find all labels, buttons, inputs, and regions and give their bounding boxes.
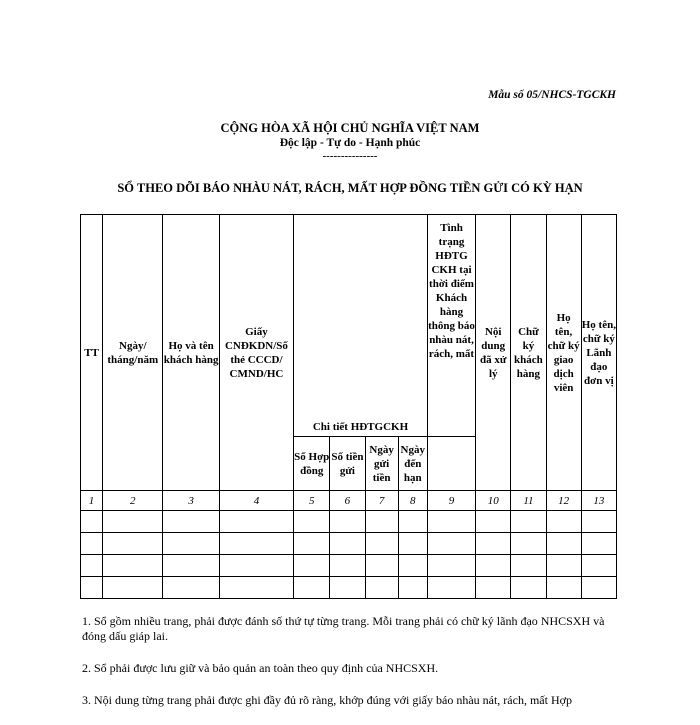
note-item: 1. Sổ gồm nhiều trang, phải được đánh số thứ tự từng trang. Mỗi trang phải có chữ ký lãnh đạo NHCSXH và đóng dấu giáp lai. <box>82 614 605 643</box>
column-number: 13 <box>581 491 616 511</box>
column-number: 1 <box>81 491 103 511</box>
header-deposit-amount: Số tiền gửi <box>330 437 365 491</box>
column-number: 11 <box>511 491 546 511</box>
form-code: Mẫu số 05/NHCS-TGCKH <box>488 89 616 101</box>
column-number: 3 <box>163 491 219 511</box>
column-number-row <box>81 491 617 511</box>
header-contract-detail-group: Chi tiết HĐTGCKH <box>294 215 428 437</box>
header-customer-name: Họ và tên khách hàng <box>163 215 219 491</box>
national-motto: Độc lập - Tự do - Hạnh phúc <box>279 137 421 149</box>
ledger-table <box>80 214 617 599</box>
column-number: 2 <box>103 491 163 511</box>
header-status-spacer <box>427 437 475 491</box>
header-contract-status: Tình trạng HĐTG CKH tại thời điểm Khách hàng thông báo nhàu nát, rách, mất <box>427 215 475 437</box>
document-title: SỔ THEO DÕI BÁO NHÀU NÁT, RÁCH, MẤT HỢP ĐỒNG TIỀN GỬI CÓ KỲ HẠN <box>117 181 583 195</box>
table-row <box>81 555 617 577</box>
table-row <box>81 511 617 533</box>
column-number: 9 <box>427 491 475 511</box>
column-number: 4 <box>219 491 293 511</box>
column-number: 10 <box>476 491 511 511</box>
header-leader-signature: Họ tên, chữ ký Lãnh đạo đơn vị <box>581 215 616 491</box>
header-id-document: Giấy CNĐKDN/Số thẻ CCCD/ CMND/HC <box>219 215 293 491</box>
header-handling: Nội dung đã xử lý <box>476 215 511 491</box>
column-number: 5 <box>294 491 330 511</box>
column-number: 6 <box>330 491 365 511</box>
column-number: 12 <box>546 491 581 511</box>
header-contract-number: Số Hợp đồng <box>294 437 330 491</box>
note-item: 3. Nội dung từng trang phải được ghi đầy đủ rõ ràng, khớp đúng với giấy báo nhàu nát, rách, mất Hợp <box>82 693 572 707</box>
table-row <box>81 577 617 599</box>
header-customer-signature: Chữ ký khách hàng <box>511 215 546 491</box>
header-maturity-date: Ngày đến hạn <box>398 437 427 491</box>
header-date: Ngày/ tháng/năm <box>103 215 163 491</box>
note-item: 2. Sổ phải được lưu giữ và bảo quản an toàn theo quy định của NHCSXH. <box>82 661 439 675</box>
header-tt: TT <box>81 215 103 491</box>
header-teller-signature: Họ tên, chữ ký giao dịch viên <box>546 215 581 491</box>
notes-section <box>82 614 622 725</box>
national-title: CỘNG HÒA XÃ HỘI CHỦ NGHĨA VIỆT NAM <box>220 121 480 135</box>
header-rule: --------------- <box>322 150 378 162</box>
header-deposit-date: Ngày gửi tiền <box>365 437 398 491</box>
table-row <box>81 533 617 555</box>
column-number: 8 <box>398 491 427 511</box>
column-number: 7 <box>365 491 398 511</box>
